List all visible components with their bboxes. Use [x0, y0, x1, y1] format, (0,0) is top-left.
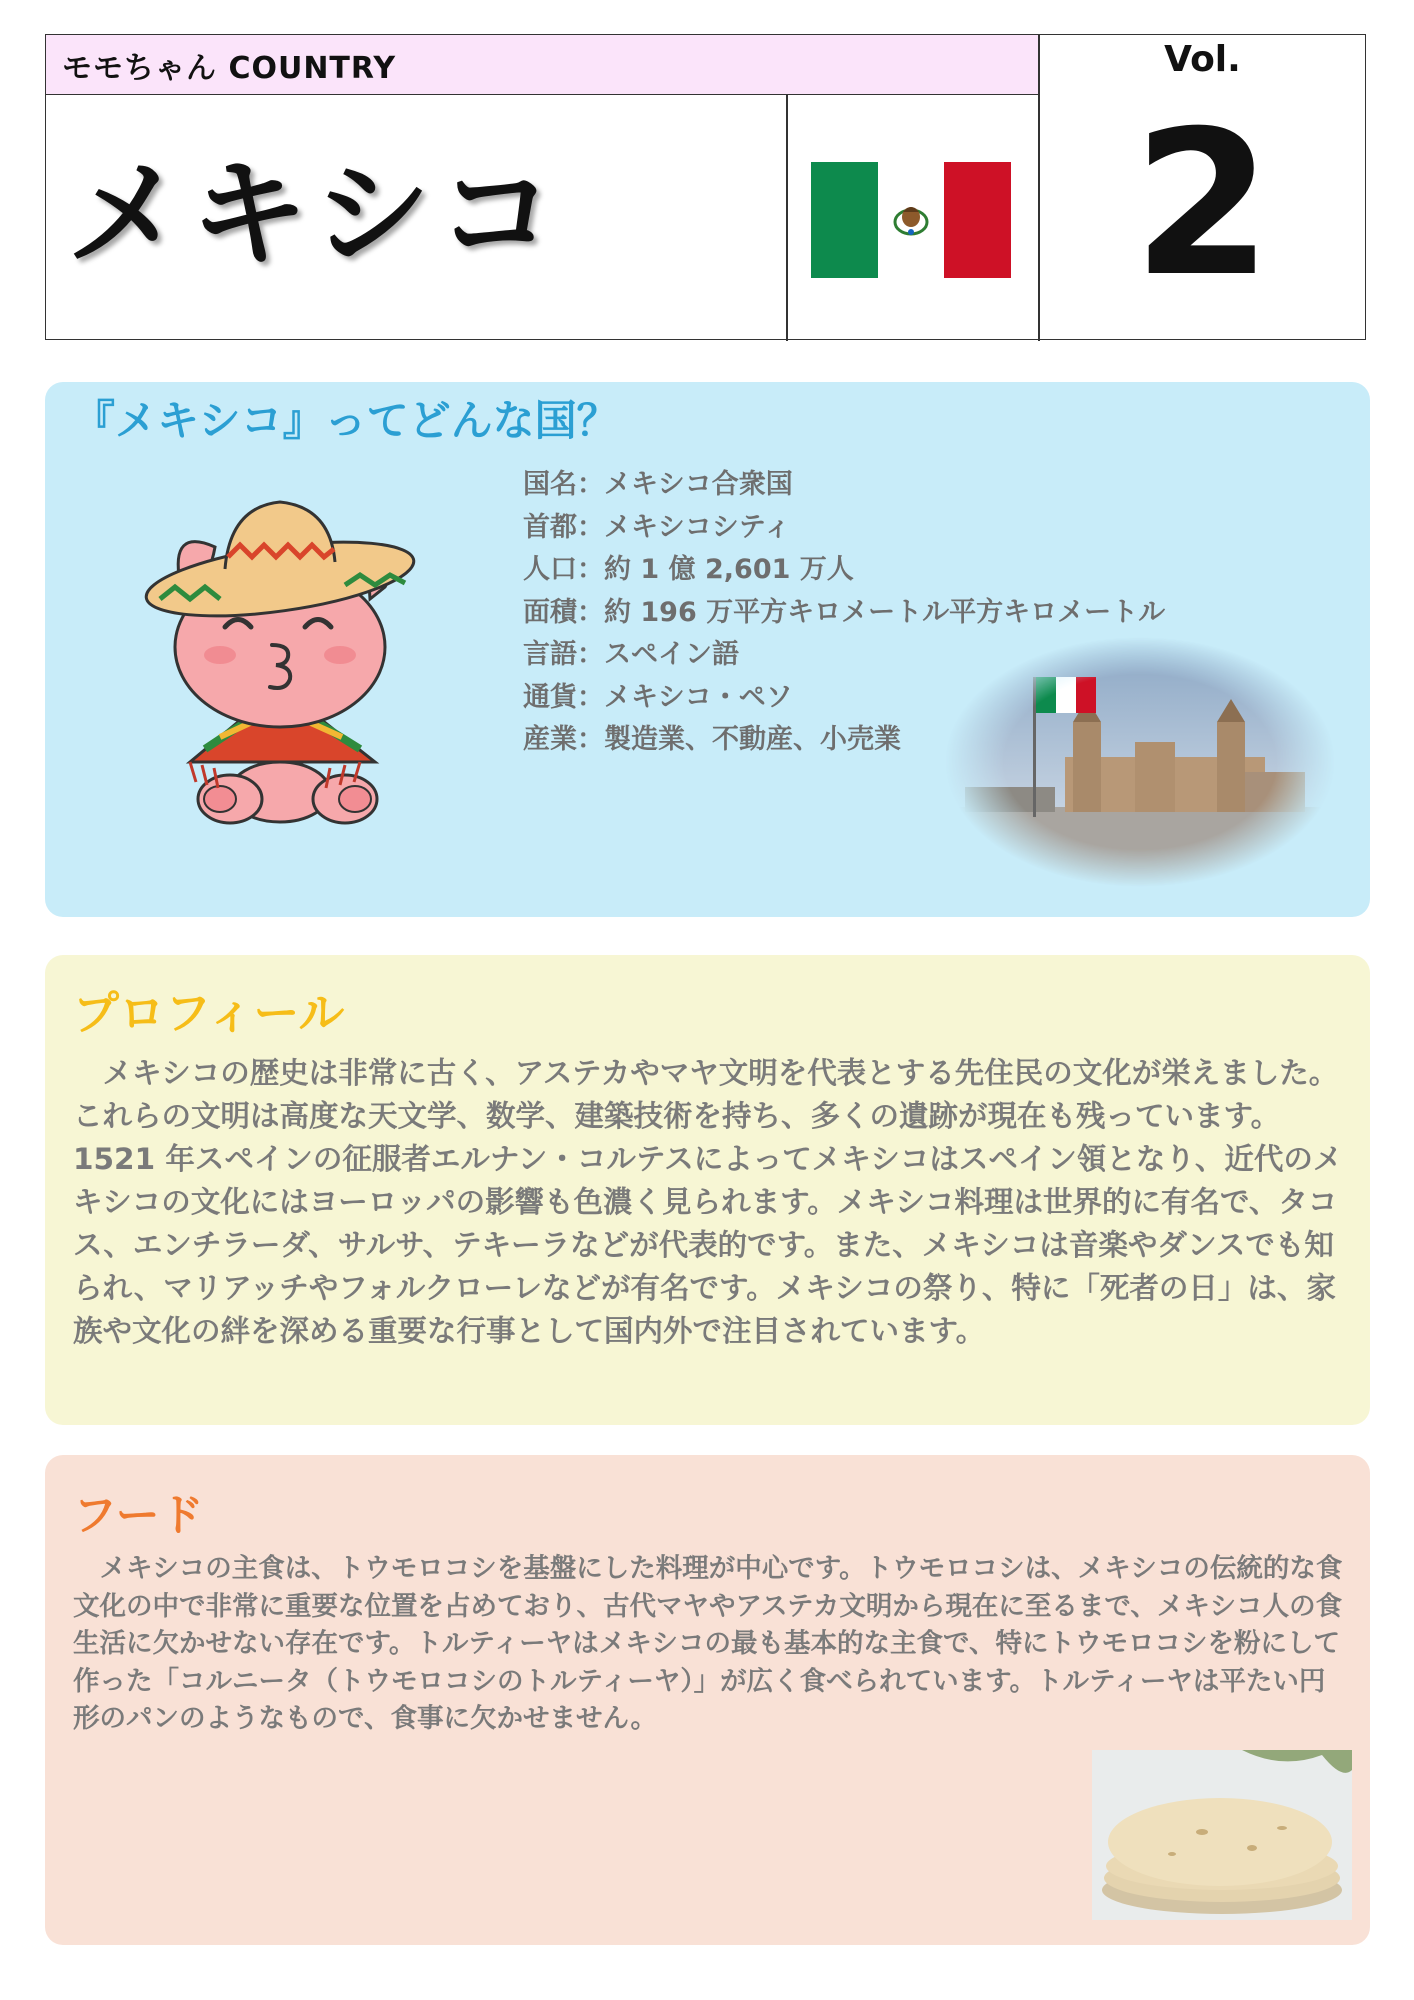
- about-section: [45, 382, 1370, 917]
- flag-divider: [786, 95, 788, 341]
- food-section: [45, 1455, 1370, 1945]
- profile-heading: プロフィール: [73, 986, 345, 1040]
- momo-pig-mascot-icon: [130, 487, 450, 837]
- fact-currency: 通貨：メキシコ・ペソ: [523, 681, 793, 713]
- cathedral-photo: [945, 637, 1335, 887]
- fact-area: 面積：約 196 万平方キロメートル平方キロメートル: [523, 596, 1166, 628]
- vol-label: Vol.: [1164, 39, 1241, 80]
- series-bar: [46, 35, 1038, 95]
- fact-language: 言語：スペイン語: [523, 639, 739, 670]
- fact-country-name: 国名：メキシコ合衆国: [523, 469, 793, 500]
- fact-industry: 産業：製造業、不動産、小売業: [523, 724, 901, 755]
- mexico-flag-icon: [811, 162, 1011, 278]
- vol-number: 2: [1132, 88, 1273, 321]
- food-heading: フード: [73, 1490, 204, 1541]
- profile-body: メキシコの歴史は非常に古く、アステカやマヤ文明を代表とする先住民の文化が栄えました。これらの文明は高度な天文学、数学、建築技術を持ち、多くの遺跡が現在も残っています。1521 年スペインの征服者エルナン・コルテスによってメキシコはスペイン領となり、近代のメキシコの文化にはヨーロッパの影響も色濃く見られます。メキシコ料理は世界的に有名で、タコス、エンチラーダ、サルサ、テキーラなどが代表的です。また、メキシコは音楽やダンスでも知られ、マリアッチやフォルクローレなどが有名です。メキシコの祭り、特に「死者の日」は、家族や文化の絆を深める重要な行事として国内外で注目されています。: [73, 1056, 1343, 1348]
- about-heading: 『メキシコ』ってどんな国？: [73, 396, 619, 445]
- fact-capital: 首都：メキシコシティ: [523, 511, 791, 543]
- header-box: [45, 34, 1366, 340]
- fact-population: 人口：約 1 億 2,601 万人: [523, 554, 854, 585]
- food-body: メキシコの主食は、トウモロコシを基盤にした料理が中心です。トウモロコシは、メキシコの伝統的な食文化の中で非常に重要な位置を占めており、古代マヤやアステカ文明から現在に至るまで、メキシコ人の食生活に欠かせない存在です。トルティーヤはメキシコの最も基本的な主食で、特にトウモロコシを粉にして作った「コルニータ（トウモロコシのトルティーヤ）」が広く食べられています。トルティーヤは平たい円形のパンのようなもので、食事に欠かせません。: [73, 1553, 1343, 1734]
- tortilla-photo: [1092, 1750, 1352, 1920]
- profile-section: [45, 955, 1370, 1425]
- series-title: モモちゃん COUNTRY: [62, 51, 397, 86]
- country-name: メキシコ: [66, 145, 561, 283]
